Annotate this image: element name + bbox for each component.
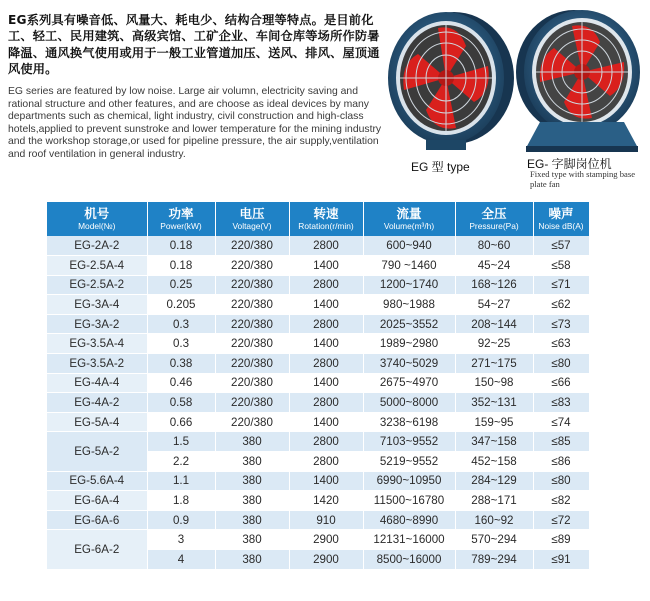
cell-volume: 4680~8990 <box>363 510 455 530</box>
cell-power: 1.8 <box>147 491 215 511</box>
table-row <box>47 236 589 256</box>
cell-voltage: 380 <box>215 452 289 472</box>
header-noise: 噪声 Noise dB(A) <box>533 202 589 236</box>
cell-noise: ≤80 <box>533 354 589 374</box>
cell-model: EG-3.5A-4 <box>47 334 147 354</box>
cell-voltage: 220/380 <box>215 412 289 432</box>
cell-pressure: 452~158 <box>455 452 533 472</box>
eg-type-caption: EG 型 type <box>411 160 470 174</box>
eg-base-plate-subcaption: Fixed type with stamping base plate fan <box>530 169 636 189</box>
cell-model: EG-5.6A-4 <box>47 471 147 491</box>
cell-model: EG-3.5A-2 <box>47 354 147 374</box>
cell-pressure: 80~60 <box>455 236 533 256</box>
cell-pressure: 288~171 <box>455 491 533 511</box>
cell-rotation: 1400 <box>289 334 363 354</box>
cell-power: 0.3 <box>147 334 215 354</box>
table-row <box>47 393 589 413</box>
cell-noise: ≤89 <box>533 530 589 550</box>
header-volume: 流量 Volume(m³/h) <box>363 202 455 236</box>
cell-voltage: 220/380 <box>215 236 289 256</box>
cell-power: 0.25 <box>147 275 215 295</box>
cell-volume: 6990~10950 <box>363 471 455 491</box>
cell-model: EG-6A-6 <box>47 510 147 530</box>
cell-rotation: 2800 <box>289 236 363 256</box>
cell-pressure: 284~129 <box>455 471 533 491</box>
cell-voltage: 220/380 <box>215 314 289 334</box>
eg-type-fan-image <box>376 6 516 156</box>
cell-pressure: 347~158 <box>455 432 533 452</box>
cell-rotation: 2800 <box>289 354 363 374</box>
cell-model: EG-3A-4 <box>47 295 147 315</box>
header-power: 功率 Power(kW) <box>147 202 215 236</box>
cell-noise: ≤58 <box>533 256 589 276</box>
cell-noise: ≤72 <box>533 510 589 530</box>
cell-volume: 1200~1740 <box>363 275 455 295</box>
cell-rotation: 1400 <box>289 373 363 393</box>
cell-model: EG-6A-2 <box>47 530 147 569</box>
eg-base-plate-caption: EG- 字脚岗位机 <box>527 157 612 171</box>
fan-specification-table <box>47 202 590 570</box>
cell-noise: ≤83 <box>533 393 589 413</box>
cell-volume: 3238~6198 <box>363 412 455 432</box>
cell-noise: ≤71 <box>533 275 589 295</box>
cell-rotation: 2900 <box>289 530 363 550</box>
cell-voltage: 220/380 <box>215 275 289 295</box>
intro-english-paragraph: EG series are featured by low noise. Large air volumn, electricity saving and rational structure and other features, and are choose as ideal devices by many departments such as chemical, light industry, civil construction and high-class hotels,applied to prevent sunstroke and lower temperature for the mining industry and the workshop storage,or used for pipeline pressure, the air supply,ventilation and roof ventilation in general industry. <box>8 86 382 160</box>
cell-noise: ≤82 <box>533 491 589 511</box>
cell-voltage: 380 <box>215 550 289 570</box>
table-row <box>47 295 589 315</box>
table-row <box>47 354 589 374</box>
cell-model: EG-2.5A-4 <box>47 256 147 276</box>
cell-power: 0.66 <box>147 412 215 432</box>
cell-pressure: 45~24 <box>455 256 533 276</box>
table-row <box>47 530 589 550</box>
cell-voltage: 220/380 <box>215 295 289 315</box>
header-pressure: 全压 Pressure(Pa) <box>455 202 533 236</box>
table-row <box>47 334 589 354</box>
cell-volume: 1989~2980 <box>363 334 455 354</box>
cell-voltage: 380 <box>215 491 289 511</box>
cell-volume: 2675~4970 <box>363 373 455 393</box>
cell-voltage: 380 <box>215 510 289 530</box>
cell-noise: ≤57 <box>533 236 589 256</box>
table-row <box>47 412 589 432</box>
cell-volume: 11500~16780 <box>363 491 455 511</box>
cell-volume: 5219~9552 <box>363 452 455 472</box>
header-rotation: 转速 Rotation(r/min) <box>289 202 363 236</box>
cell-model: EG-2A-2 <box>47 236 147 256</box>
cell-pressure: 789~294 <box>455 550 533 570</box>
cell-rotation: 1400 <box>289 256 363 276</box>
cell-voltage: 380 <box>215 432 289 452</box>
cell-pressure: 54~27 <box>455 295 533 315</box>
cell-power: 0.18 <box>147 236 215 256</box>
table-row <box>47 373 589 393</box>
table-row <box>47 491 589 511</box>
cell-power: 4 <box>147 550 215 570</box>
cell-model: EG-4A-2 <box>47 393 147 413</box>
table-header-row <box>47 202 589 236</box>
cell-volume: 8500~16000 <box>363 550 455 570</box>
cell-rotation: 1400 <box>289 295 363 315</box>
cell-power: 0.9 <box>147 510 215 530</box>
table-row <box>47 256 589 276</box>
cell-model: EG-5A-2 <box>47 432 147 471</box>
cell-voltage: 380 <box>215 471 289 491</box>
cell-model: EG-3A-2 <box>47 314 147 334</box>
cell-rotation: 2800 <box>289 452 363 472</box>
cell-pressure: 150~98 <box>455 373 533 393</box>
cell-noise: ≤62 <box>533 295 589 315</box>
cell-noise: ≤63 <box>533 334 589 354</box>
cell-volume: 2025~3552 <box>363 314 455 334</box>
cell-voltage: 220/380 <box>215 393 289 413</box>
cell-pressure: 159~95 <box>455 412 533 432</box>
header-voltage: 电压 Voltage(V) <box>215 202 289 236</box>
cell-pressure: 160~92 <box>455 510 533 530</box>
cell-volume: 600~940 <box>363 236 455 256</box>
cell-rotation: 2800 <box>289 432 363 452</box>
cell-power: 2.2 <box>147 452 215 472</box>
cell-noise: ≤73 <box>533 314 589 334</box>
table-row <box>47 314 589 334</box>
cell-voltage: 220/380 <box>215 354 289 374</box>
cell-volume: 12131~16000 <box>363 530 455 550</box>
cell-pressure: 168~126 <box>455 275 533 295</box>
cell-volume: 790 ~1460 <box>363 256 455 276</box>
cell-power: 0.3 <box>147 314 215 334</box>
cell-rotation: 2900 <box>289 550 363 570</box>
cell-rotation: 1400 <box>289 471 363 491</box>
header-model: 机号 Model(№) <box>47 202 147 236</box>
cell-power: 0.38 <box>147 354 215 374</box>
cell-rotation: 2800 <box>289 275 363 295</box>
cell-voltage: 220/380 <box>215 256 289 276</box>
eg-base-plate-fan-image <box>512 4 650 156</box>
intro-chinese-paragraph: EG系列具有噪音低、风量大、耗电少、结构合理等特点。是目前化工、轻工、民用建筑、高级宾馆、工矿企业、车间仓库等场所作防暑降温、通风换气使用或用于一般工业管道加压、送风、排风、屋顶通风使用。 <box>8 13 380 77</box>
cell-power: 0.58 <box>147 393 215 413</box>
cell-volume: 980~1988 <box>363 295 455 315</box>
cell-power: 1.1 <box>147 471 215 491</box>
cell-pressure: 271~175 <box>455 354 533 374</box>
cell-pressure: 352~131 <box>455 393 533 413</box>
table-row <box>47 432 589 452</box>
cell-voltage: 380 <box>215 530 289 550</box>
cell-power: 0.205 <box>147 295 215 315</box>
cell-model: EG-2.5A-2 <box>47 275 147 295</box>
cell-rotation: 1400 <box>289 412 363 432</box>
cell-noise: ≤91 <box>533 550 589 570</box>
cell-noise: ≤80 <box>533 471 589 491</box>
table-row <box>47 510 589 530</box>
cell-rotation: 910 <box>289 510 363 530</box>
cell-power: 0.18 <box>147 256 215 276</box>
cell-rotation: 2800 <box>289 393 363 413</box>
cell-power: 3 <box>147 530 215 550</box>
cell-model: EG-4A-4 <box>47 373 147 393</box>
cell-volume: 7103~9552 <box>363 432 455 452</box>
table-row <box>47 275 589 295</box>
cell-power: 0.46 <box>147 373 215 393</box>
cell-pressure: 570~294 <box>455 530 533 550</box>
cell-voltage: 220/380 <box>215 334 289 354</box>
cell-pressure: 92~25 <box>455 334 533 354</box>
cell-pressure: 208~144 <box>455 314 533 334</box>
cell-rotation: 2800 <box>289 314 363 334</box>
cell-noise: ≤66 <box>533 373 589 393</box>
cell-power: 1.5 <box>147 432 215 452</box>
cell-model: EG-6A-4 <box>47 491 147 511</box>
cell-volume: 3740~5029 <box>363 354 455 374</box>
cell-volume: 5000~8000 <box>363 393 455 413</box>
cell-noise: ≤85 <box>533 432 589 452</box>
cell-noise: ≤74 <box>533 412 589 432</box>
cell-rotation: 1420 <box>289 491 363 511</box>
cell-model: EG-5A-4 <box>47 412 147 432</box>
cell-voltage: 220/380 <box>215 373 289 393</box>
table-row <box>47 471 589 491</box>
cell-noise: ≤86 <box>533 452 589 472</box>
